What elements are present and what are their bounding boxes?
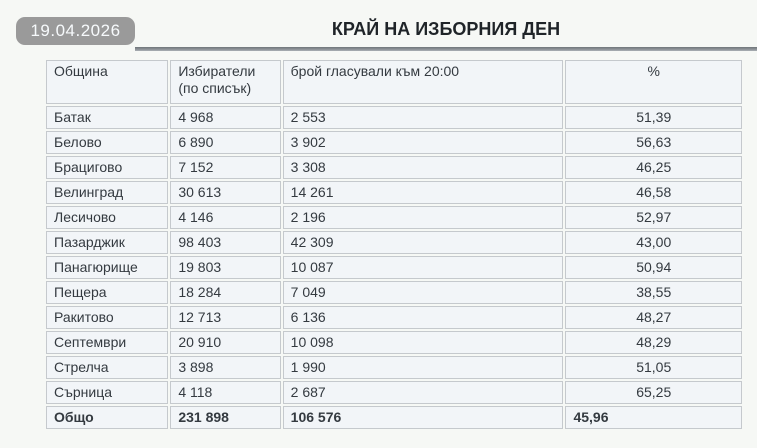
cell-voted: 2 687 — [283, 381, 564, 404]
cell-voters: 6 890 — [170, 131, 280, 154]
cell-municipality: Панагюрище — [46, 256, 168, 279]
cell-voters: 231 898 — [170, 406, 280, 429]
results-table — [44, 58, 744, 431]
cell-voters: 12 713 — [170, 306, 280, 329]
cell-voted: 2 553 — [283, 106, 564, 129]
cell-percent: 65,25 — [565, 381, 742, 404]
title-rule-divider — [135, 47, 757, 51]
table-row — [46, 381, 742, 404]
cell-voted: 2 196 — [283, 206, 564, 229]
cell-voters: 4 118 — [170, 381, 280, 404]
cell-voted: 10 087 — [283, 256, 564, 279]
cell-voted: 1 990 — [283, 356, 564, 379]
cell-percent: 45,96 — [565, 406, 742, 429]
table-row — [46, 281, 742, 304]
cell-voters: 4 146 — [170, 206, 280, 229]
page-title: КРАЙ НА ИЗБОРНИЯ ДЕН — [331, 19, 561, 39]
cell-municipality: Батак — [46, 106, 168, 129]
cell-municipality: Стрелча — [46, 356, 168, 379]
cell-voted: 3 308 — [283, 156, 564, 179]
cell-percent: 43,00 — [565, 231, 742, 254]
cell-municipality: Сърница — [46, 381, 168, 404]
cell-percent: 46,58 — [565, 181, 742, 204]
cell-voters: 3 898 — [170, 356, 280, 379]
cell-municipality: Пещера — [46, 281, 168, 304]
cell-voted: 10 098 — [283, 331, 564, 354]
cell-percent: 50,94 — [565, 256, 742, 279]
cell-voted: 106 576 — [283, 406, 564, 429]
cell-percent: 48,27 — [565, 306, 742, 329]
cell-voted: 6 136 — [283, 306, 564, 329]
cell-voters: 4 968 — [170, 106, 280, 129]
column-header-voted: брой гласували към 20:00 — [283, 60, 564, 104]
table-row — [46, 231, 742, 254]
cell-voters: 20 910 — [170, 331, 280, 354]
cell-municipality: Лесичово — [46, 206, 168, 229]
table-row — [46, 331, 742, 354]
cell-percent: 51,05 — [565, 356, 742, 379]
table-row — [46, 206, 742, 229]
column-header-municipality: Община — [46, 60, 168, 104]
cell-municipality: Брацигово — [46, 156, 168, 179]
table-row — [46, 306, 742, 329]
table-total-row — [46, 406, 742, 429]
page-header — [0, 0, 757, 55]
cell-percent: 46,25 — [565, 156, 742, 179]
cell-municipality: Велинград — [46, 181, 168, 204]
cell-voters: 18 284 — [170, 281, 280, 304]
cell-voted: 7 049 — [283, 281, 564, 304]
table-row — [46, 131, 742, 154]
cell-voted: 3 902 — [283, 131, 564, 154]
cell-voted: 42 309 — [283, 231, 564, 254]
cell-municipality: Ракитово — [46, 306, 168, 329]
cell-municipality: Общо — [46, 406, 168, 429]
table-row — [46, 256, 742, 279]
cell-voters: 30 613 — [170, 181, 280, 204]
cell-percent: 56,63 — [565, 131, 742, 154]
table-row — [46, 181, 742, 204]
date-badge: 19.04.2026 — [16, 17, 135, 45]
cell-voters: 7 152 — [170, 156, 280, 179]
table-row — [46, 106, 742, 129]
cell-voted: 14 261 — [283, 181, 564, 204]
column-header-voters: Избиратели (по списък) — [170, 60, 280, 104]
cell-percent: 52,97 — [565, 206, 742, 229]
cell-voters: 98 403 — [170, 231, 280, 254]
cell-municipality: Белово — [46, 131, 168, 154]
table-row — [46, 156, 742, 179]
cell-percent: 38,55 — [565, 281, 742, 304]
cell-municipality: Септември — [46, 331, 168, 354]
header-row — [46, 60, 742, 104]
cell-municipality: Пазарджик — [46, 231, 168, 254]
cell-percent: 48,29 — [565, 331, 742, 354]
results-table-head — [46, 60, 742, 104]
table-row — [46, 356, 742, 379]
cell-percent: 51,39 — [565, 106, 742, 129]
column-header-percent: % — [565, 60, 742, 104]
cell-voters: 19 803 — [170, 256, 280, 279]
results-table-body — [46, 106, 742, 429]
